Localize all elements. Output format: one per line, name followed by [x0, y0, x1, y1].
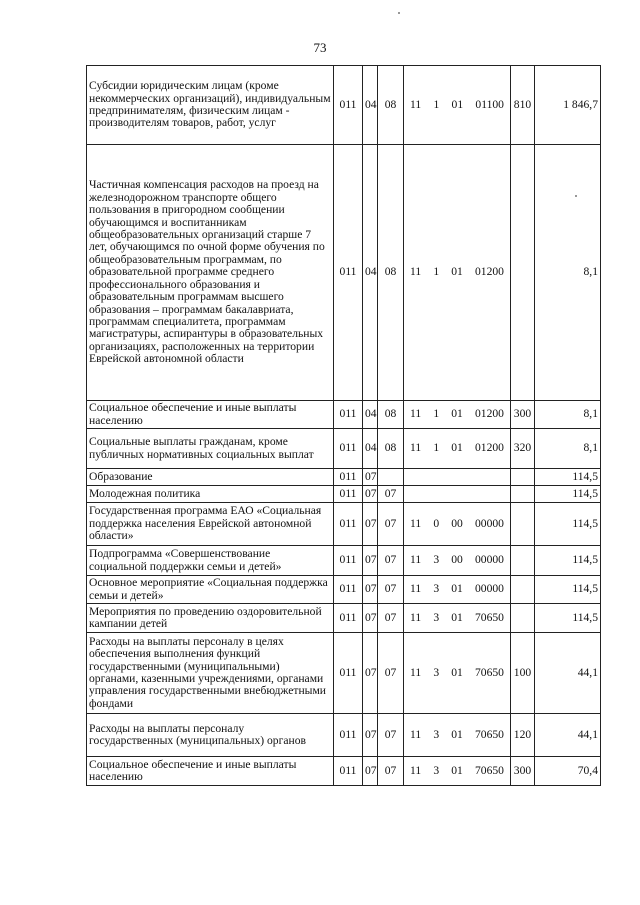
- target-article-part: 1: [433, 97, 440, 111]
- subsection-code: 07: [378, 503, 404, 546]
- target-article-code: [404, 604, 511, 633]
- expense-name: Основное мероприятие «Социальная поддержка семьи и детей»: [87, 576, 334, 604]
- subsection-code: 07: [378, 714, 404, 757]
- target-article-part: 01100: [475, 97, 504, 111]
- amount: 8,1: [535, 145, 601, 401]
- target-article-part: 11: [410, 441, 422, 455]
- amount: 8,1: [535, 401, 601, 429]
- expense-type-code: [511, 604, 535, 633]
- table-row: [87, 503, 601, 546]
- ministry-code: 011: [334, 604, 363, 633]
- section-code: 07: [363, 604, 378, 633]
- target-article-parts: [406, 729, 508, 741]
- target-article-code: [404, 145, 511, 401]
- expense-type-code: 120: [511, 714, 535, 757]
- target-article-code: [404, 576, 511, 604]
- amount: 44,1: [535, 633, 601, 714]
- target-article-part: 3: [433, 553, 440, 567]
- table-row: [87, 429, 601, 469]
- amount: 114,5: [535, 469, 601, 486]
- section-code: 07: [363, 576, 378, 604]
- target-article-code: [404, 757, 511, 786]
- ministry-code: 011: [334, 145, 363, 401]
- target-article-parts: [406, 765, 508, 777]
- target-article-part: 11: [410, 727, 422, 741]
- target-article-part: 11: [410, 665, 422, 679]
- target-article-part: 11: [410, 516, 422, 530]
- target-article-part: 01: [451, 582, 463, 596]
- expense-type-code: 300: [511, 401, 535, 429]
- table-row: [87, 66, 601, 145]
- subsection-code: 07: [378, 633, 404, 714]
- expense-name: Мероприятия по проведению оздоровительной кампании детей: [87, 604, 334, 633]
- ministry-code: 011: [334, 633, 363, 714]
- target-article-code: [404, 469, 511, 486]
- expense-type-code: 810: [511, 66, 535, 145]
- target-article-code: [404, 714, 511, 757]
- ministry-code: 011: [334, 546, 363, 576]
- table-row: [87, 576, 601, 604]
- page-number: 73: [313, 40, 327, 55]
- expense-name: Субсидии юридическим лицам (кроме некоммерческих организаций), индивидуальным предпринимателям, физическим лицам - производителям товаров, работ, услуг: [87, 66, 334, 145]
- target-article-code: [404, 546, 511, 576]
- target-article-part: 11: [410, 97, 422, 111]
- section-code: 07: [363, 503, 378, 546]
- subsection-code: 08: [378, 429, 404, 469]
- ministry-code: 011: [334, 576, 363, 604]
- target-article-parts: [406, 583, 508, 595]
- target-article-part: 3: [433, 610, 440, 624]
- target-article-part: 00000: [474, 582, 504, 596]
- table-row: [87, 604, 601, 633]
- target-article-part: 70650: [474, 763, 504, 777]
- ministry-code: 011: [334, 401, 363, 429]
- target-article-part: 3: [433, 763, 440, 777]
- target-article-parts: [406, 408, 508, 420]
- target-article-parts: [406, 667, 508, 679]
- expense-type-code: 100: [511, 633, 535, 714]
- table-row: [87, 546, 601, 576]
- ministry-code: 011: [334, 757, 363, 786]
- section-code: 07: [363, 633, 378, 714]
- expense-type-code: [511, 503, 535, 546]
- target-article-part: 01: [451, 763, 463, 777]
- target-article-part: 01200: [474, 441, 504, 455]
- target-article-code: [404, 503, 511, 546]
- target-article-parts: [406, 442, 508, 454]
- subsection-code: 08: [378, 145, 404, 401]
- target-article-part: 1: [433, 407, 440, 421]
- subsection-code: 07: [378, 757, 404, 786]
- target-article-part: 11: [410, 610, 422, 624]
- subsection-code: 07: [378, 486, 404, 503]
- target-article-part: 00: [451, 553, 463, 567]
- section-code: 04: [363, 401, 378, 429]
- amount: 70,4: [535, 757, 601, 786]
- expense-type-code: [511, 546, 535, 576]
- expense-name: Частичная компенсация расходов на проезд на железнодорожном транспорте общего пользования в пригородном сообщении обучающимся и воспитанникам общеобразовательных организаций старше 7 лет, обучающимся по очной форме обучения по общеобразовательным программам, по образовательной программе среднего профессионального образования и образовательным программам высшего образования – программам бакалавриата, программам специалитета, программам магистратуры, аспирантуры в образовательных организациях, расположенных на территории Еврейской автономной области: [87, 145, 334, 401]
- expense-name: Молодежная политика: [87, 486, 334, 503]
- amount: 1 846,7: [535, 66, 601, 145]
- target-article-part: 11: [410, 582, 422, 596]
- target-article-code: [404, 429, 511, 469]
- section-code: 07: [363, 469, 378, 486]
- expense-name: Государственная программа ЕАО «Социальная поддержка населения Еврейской автономной области»: [87, 503, 334, 546]
- ministry-code: 011: [334, 469, 363, 486]
- table-row: [87, 145, 601, 401]
- subsection-code: 07: [378, 576, 404, 604]
- amount: 114,5: [535, 576, 601, 604]
- section-code: 07: [363, 714, 378, 757]
- target-article-part: 70650: [474, 665, 504, 679]
- expense-name: Подпрограмма «Совершенствование социальной поддержки семьи и детей»: [87, 546, 334, 576]
- amount: 8,1: [535, 429, 601, 469]
- amount: 114,5: [535, 503, 601, 546]
- target-article-part: 1: [433, 265, 440, 279]
- table-row: [87, 469, 601, 486]
- target-article-part: 1: [433, 441, 440, 455]
- section-code: 04: [363, 66, 378, 145]
- target-article-part: 11: [410, 265, 422, 279]
- expense-type-code: [511, 145, 535, 401]
- table-row: [87, 486, 601, 503]
- target-article-code: [404, 633, 511, 714]
- target-article-part: 01: [451, 441, 463, 455]
- target-article-part: 0: [433, 516, 440, 530]
- ministry-code: 011: [334, 503, 363, 546]
- target-article-part: 01: [451, 407, 463, 421]
- subsection-code: 08: [378, 401, 404, 429]
- target-article-part: 00000: [474, 516, 504, 530]
- amount: 114,5: [535, 604, 601, 633]
- target-article-part: 01: [451, 727, 463, 741]
- target-article-part: 01200: [474, 407, 504, 421]
- section-code: 04: [363, 145, 378, 401]
- expense-type-code: [511, 486, 535, 503]
- target-article-code: [404, 66, 511, 145]
- expense-name: Социальное обеспечение и иные выплаты населению: [87, 757, 334, 786]
- target-article-parts: [406, 266, 508, 278]
- target-article-part: 01: [451, 97, 464, 111]
- table-body: [87, 66, 601, 786]
- target-article-part: 70650: [474, 727, 504, 741]
- amount: 44,1: [535, 714, 601, 757]
- subsection-code: 07: [378, 604, 404, 633]
- target-article-part: 00: [451, 516, 463, 530]
- expense-name: Расходы на выплаты персоналу в целях обеспечения выполнения функций государственными (муниципальными) органами, казенными учреждениями, органами управления государственными внебюджетными фондами: [87, 633, 334, 714]
- target-article-part: 11: [410, 553, 422, 567]
- target-article-parts: [406, 612, 508, 624]
- target-article-part: 3: [433, 727, 440, 741]
- subsection-code: 08: [378, 66, 404, 145]
- table-row: [87, 633, 601, 714]
- target-article-part: 01: [451, 265, 463, 279]
- target-article-parts: [406, 99, 508, 111]
- section-code: 07: [363, 486, 378, 503]
- table-row: [87, 757, 601, 786]
- ministry-code: 011: [334, 66, 363, 145]
- ministry-code: 011: [334, 486, 363, 503]
- target-article-code: [404, 486, 511, 503]
- target-article-part: 01: [451, 665, 463, 679]
- subsection-code: 07: [378, 546, 404, 576]
- target-article-part: 01: [451, 610, 463, 624]
- expense-type-code: [511, 576, 535, 604]
- section-code: 07: [363, 757, 378, 786]
- section-code: 04: [363, 429, 378, 469]
- table-row: [87, 714, 601, 757]
- target-article-part: 3: [433, 665, 440, 679]
- expense-name: Социальные выплаты гражданам, кроме публичных нормативных социальных выплат: [87, 429, 334, 469]
- target-article-part: 11: [410, 763, 422, 777]
- section-code: 07: [363, 546, 378, 576]
- expense-type-code: 320: [511, 429, 535, 469]
- amount: 114,5: [535, 546, 601, 576]
- expense-name: Расходы на выплаты персоналу государственных (муниципальных) органов: [87, 714, 334, 757]
- ministry-code: 011: [334, 429, 363, 469]
- target-article-parts: [406, 554, 508, 566]
- target-article-parts: [406, 518, 508, 530]
- expense-type-code: 300: [511, 757, 535, 786]
- expense-name: Социальное обеспечение и иные выплаты населению: [87, 401, 334, 429]
- target-article-part: 00000: [474, 553, 504, 567]
- budget-table: [86, 65, 601, 786]
- subsection-code: [378, 469, 404, 486]
- table-row: [87, 401, 601, 429]
- expense-type-code: [511, 469, 535, 486]
- target-article-code: [404, 401, 511, 429]
- expense-name: Образование: [87, 469, 334, 486]
- target-article-part: 11: [410, 407, 422, 421]
- amount: 114,5: [535, 486, 601, 503]
- target-article-part: 01200: [474, 265, 504, 279]
- scan-speck: [398, 12, 400, 14]
- target-article-part: 70650: [474, 610, 504, 624]
- ministry-code: 011: [334, 714, 363, 757]
- target-article-part: 3: [433, 582, 440, 596]
